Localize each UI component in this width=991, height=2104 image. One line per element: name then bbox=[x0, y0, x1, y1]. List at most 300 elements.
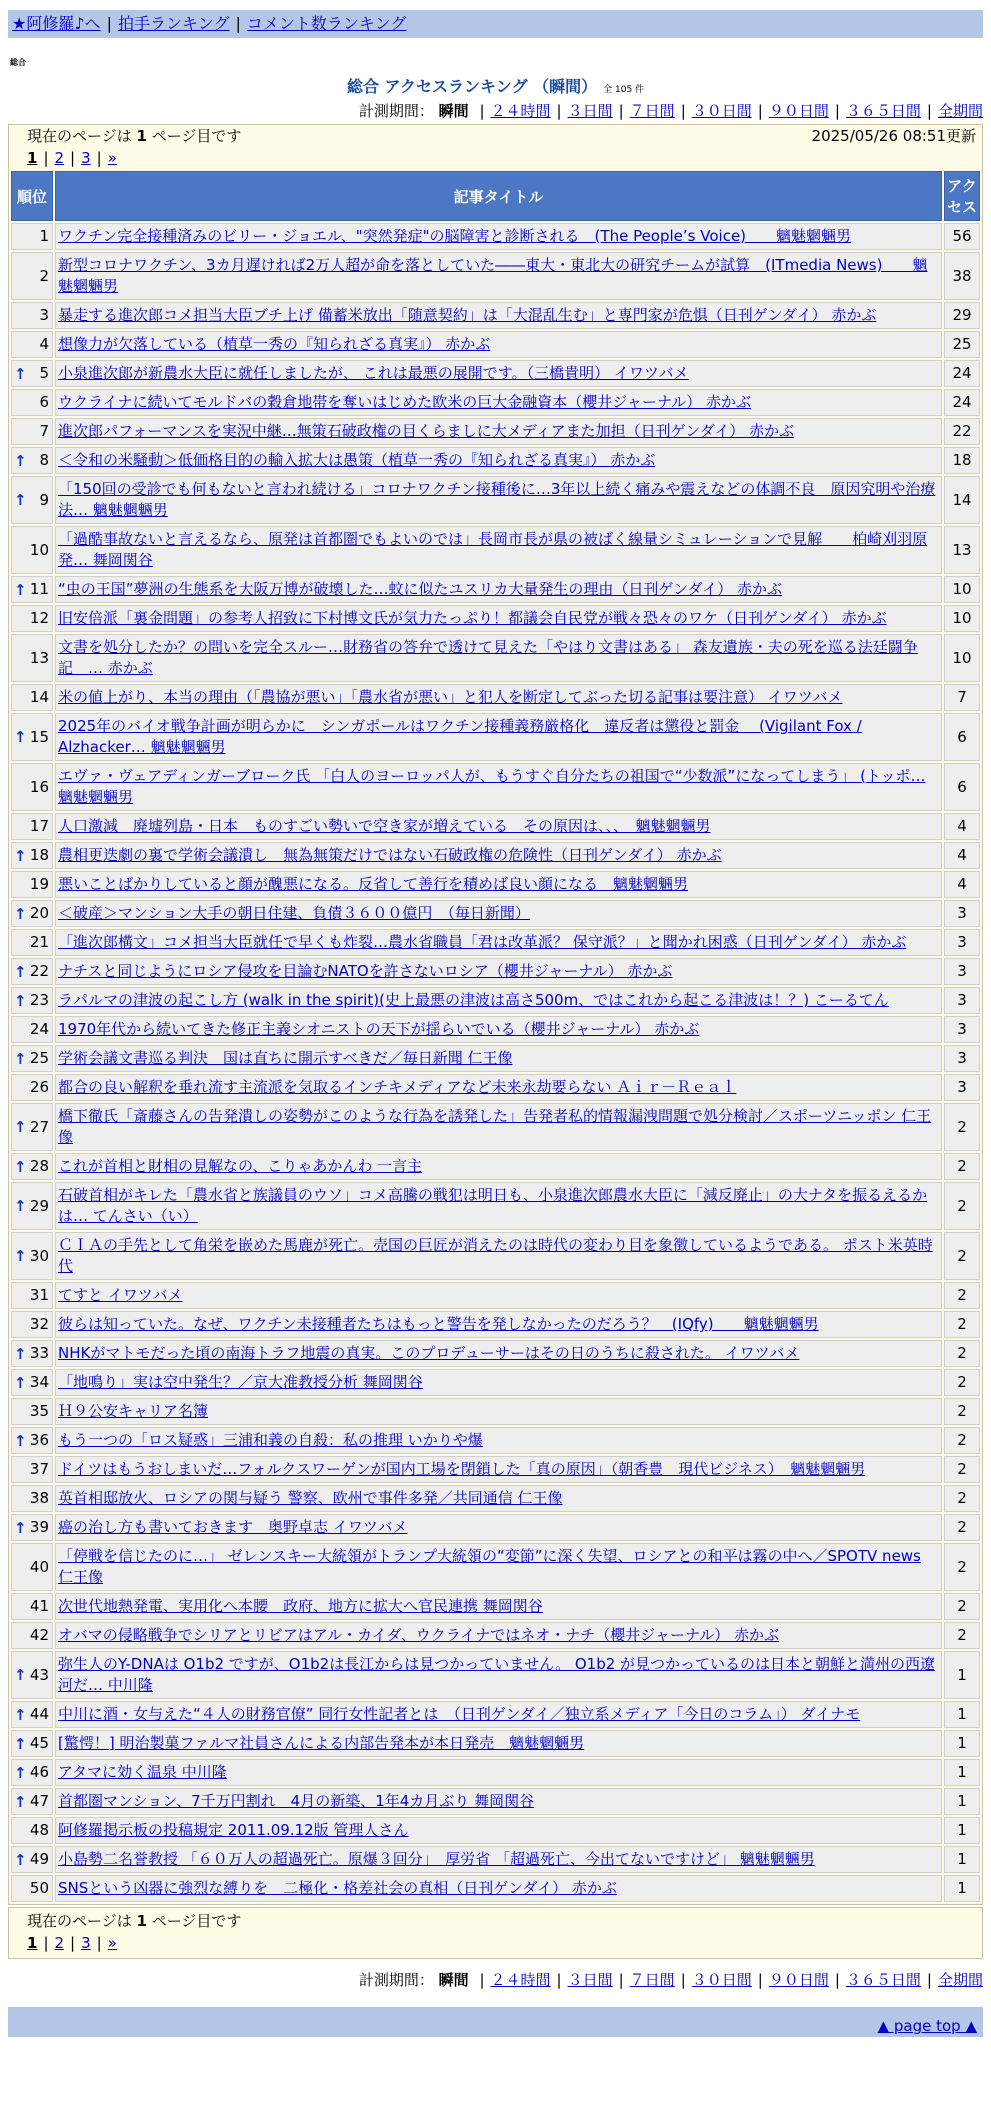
access-count: 4 bbox=[944, 842, 980, 869]
up-arrow-icon: ↑ bbox=[14, 1705, 27, 1724]
article-link[interactable]: ドイツはもうおしまいだ…フォルクスワーゲンが国内工場を閉鎖した「真の原因」（朝香豊 現代ビジネス） 魑魅魍魎男 bbox=[58, 1460, 866, 1478]
title-cell bbox=[55, 763, 942, 811]
title-cell bbox=[55, 447, 942, 474]
period-link[interactable]: ９０日間 bbox=[768, 102, 829, 120]
rank-cell bbox=[11, 1398, 53, 1425]
rank-cell bbox=[11, 331, 53, 358]
title-cell bbox=[55, 813, 942, 840]
article-link[interactable]: ＣＩＡの手先として角栄を嵌めた馬鹿が死亡。売国の巨匠が消えたのは時代の変わり目を象徴しているようである。 ポスト米英時代 bbox=[58, 1236, 933, 1275]
article-link[interactable]: オバマの侵略戦争でシリアとリビアはアル・カイダ、ウクライナではネオ・ナチ（櫻井ジャーナル） 赤かぶ bbox=[58, 1626, 780, 1644]
pager-page-link[interactable]: 3 bbox=[81, 1934, 91, 1952]
up-arrow-icon: ↑ bbox=[14, 451, 27, 470]
access-count: 2 bbox=[944, 1153, 980, 1180]
pager-page-link[interactable]: 2 bbox=[54, 149, 65, 167]
up-arrow-icon: ↑ bbox=[14, 1792, 27, 1811]
table-row bbox=[11, 987, 980, 1014]
rank-cell bbox=[11, 1875, 53, 1902]
up-arrow-icon: ↑ bbox=[14, 1734, 27, 1753]
rank-cell bbox=[11, 1427, 53, 1454]
article-link[interactable]: エヴァ・ヴェアディンガーブローク氏 「白人のヨーロッパ人が、もうすぐ自分たちの祖国で“少数派”になってしまう」 (トッポ… 魑魅魍魎男 bbox=[58, 767, 926, 806]
period-link[interactable]: ３６５日間 bbox=[845, 1971, 921, 1989]
title-cell bbox=[55, 1456, 942, 1483]
title-cell bbox=[55, 1485, 942, 1512]
article-link[interactable]: ＜破産＞マンション大手の朝日住建、負債３６００億円 （毎日新聞） bbox=[58, 904, 530, 922]
rank-cell bbox=[11, 418, 53, 445]
page-info-suffix: ページ目です bbox=[151, 1912, 242, 1930]
up-arrow-icon: ↑ bbox=[14, 1850, 27, 1869]
title-cell bbox=[55, 1398, 942, 1425]
period-separator: | bbox=[834, 1971, 840, 1989]
rank-number: 40 bbox=[29, 1557, 49, 1576]
bottom-page-box bbox=[8, 1907, 983, 1959]
article-link[interactable]: “虫の王国”夢洲の生態系を大阪万博が破壊した…蚊に似たユスリカ大量発生の理由（日刊ゲンダイ） 赤かぶ bbox=[58, 580, 782, 598]
article-link[interactable]: 小島勢二名誉教授 「６０万人の超過死亡。原爆３回分」 厚労省 「超過死亡、今出てないですけど」 魑魅魍魎男 bbox=[58, 1850, 815, 1868]
up-arrow-icon: ↑ bbox=[14, 1373, 27, 1392]
page-info bbox=[9, 125, 982, 147]
rank-cell bbox=[11, 1485, 53, 1512]
pager-page-link[interactable]: 2 bbox=[54, 1934, 65, 1952]
pager-current-page: 1 bbox=[27, 149, 38, 167]
article-link[interactable]: 文書を処分したか？の問いを完全スルー…財務省の答弁で透けて見えた「やはり文書はある」 森友遺族・夫の死を巡る法廷闘争記 … 赤かぶ bbox=[58, 638, 918, 677]
rank-number: 5 bbox=[39, 364, 49, 382]
article-link[interactable]: 「停戦を信じたのに…」 ゼレンスキー大統領がトランプ大統領の“変節”に深く失望、ロシアとの和平は霧の中へ／SPOTV news 仁王像 bbox=[58, 1547, 921, 1586]
title-cell bbox=[55, 1651, 942, 1699]
title-cell bbox=[55, 1103, 942, 1151]
article-link[interactable]: 「過酷事故ないと言えるなら、原発は首都圏でもよいのでは」長岡市長が県の被ばく線量シミュレーションで見解 柏崎刈羽原発… 舞岡関谷 bbox=[58, 530, 928, 569]
access-count: 1 bbox=[944, 1817, 980, 1844]
rank-number: 39 bbox=[29, 1518, 49, 1536]
up-arrow-icon: ↑ bbox=[14, 846, 27, 865]
table-row bbox=[11, 958, 980, 985]
rank-cell bbox=[11, 1016, 53, 1043]
access-count: 3 bbox=[944, 958, 980, 985]
up-arrow-icon: ↑ bbox=[14, 1344, 27, 1363]
title-cell bbox=[55, 900, 942, 927]
rank-cell bbox=[11, 713, 53, 761]
access-count: 1 bbox=[944, 1875, 980, 1902]
access-count: 2 bbox=[944, 1182, 980, 1230]
pager-separator: | bbox=[43, 149, 49, 167]
period-link[interactable]: ３日間 bbox=[567, 1971, 613, 1989]
article-link[interactable]: アタマに効く温泉 中川隆 bbox=[58, 1763, 227, 1781]
rank-cell bbox=[11, 302, 53, 329]
article-link[interactable]: NHKがマトモだった頃の南海トラフ地震の真実。このプロデューサーはその日のうちに殺された。 イワツバメ bbox=[58, 1344, 800, 1362]
rank-number: 18 bbox=[29, 846, 49, 864]
pager-next-link[interactable]: » bbox=[107, 1934, 117, 1952]
rank-cell bbox=[11, 1622, 53, 1649]
rank-cell bbox=[11, 1730, 53, 1757]
title-cell bbox=[55, 1622, 942, 1649]
pager-separator: | bbox=[70, 149, 76, 167]
rank-cell bbox=[11, 576, 53, 603]
rank-number: 36 bbox=[29, 1431, 49, 1449]
article-link[interactable]: Ｈ９公安キャリア名簿 bbox=[58, 1402, 209, 1420]
table-row bbox=[11, 1651, 980, 1699]
table-row bbox=[11, 1593, 980, 1620]
up-arrow-icon: ↑ bbox=[14, 991, 27, 1010]
period-link[interactable]: ３日間 bbox=[567, 102, 613, 120]
table-row bbox=[11, 1622, 980, 1649]
title-cell bbox=[55, 842, 942, 869]
rank-number: 31 bbox=[29, 1286, 49, 1304]
title-cell bbox=[55, 1282, 942, 1309]
table-row bbox=[11, 1232, 980, 1280]
period-separator: | bbox=[479, 102, 485, 120]
rank-number: 45 bbox=[29, 1734, 49, 1752]
period-selector-bottom bbox=[0, 1969, 983, 1991]
table-row bbox=[11, 1846, 980, 1873]
table-row bbox=[11, 813, 980, 840]
access-count: 3 bbox=[944, 1074, 980, 1101]
title-cell bbox=[55, 302, 942, 329]
title-cell bbox=[55, 958, 942, 985]
access-count: 22 bbox=[944, 418, 980, 445]
article-link[interactable]: ナチスと同じようにロシア侵攻を目論むNATOを許さないロシア（櫻井ジャーナル） 赤かぶ bbox=[58, 962, 673, 980]
table-row bbox=[11, 1759, 980, 1786]
access-count: 2 bbox=[944, 1103, 980, 1151]
up-arrow-icon: ↑ bbox=[14, 1247, 27, 1265]
access-count: 3 bbox=[944, 1045, 980, 1072]
title-cell bbox=[55, 1846, 942, 1873]
table-row bbox=[11, 1514, 980, 1541]
rank-number: 48 bbox=[29, 1821, 49, 1839]
period-link[interactable]: 全期間 bbox=[937, 1971, 983, 1989]
access-count: 2 bbox=[944, 1622, 980, 1649]
period-separator: | bbox=[556, 102, 562, 120]
access-count: 56 bbox=[944, 223, 980, 250]
access-count: 1 bbox=[944, 1759, 980, 1786]
table-row bbox=[11, 1456, 980, 1483]
page-top-link[interactable]: ▲ page top ▲ bbox=[877, 2017, 977, 2035]
table-row bbox=[11, 389, 980, 416]
rank-cell bbox=[11, 1651, 53, 1699]
article-link[interactable]: 彼らは知っていた。なぜ、ワクチン未接種者たちはもっと警告を発しなかったのだろう？ (IQfy) 魑魅魍魎男 bbox=[58, 1315, 819, 1333]
period-link[interactable]: ２４時間 bbox=[490, 1971, 551, 1989]
rank-cell bbox=[11, 842, 53, 869]
access-count: 14 bbox=[944, 476, 980, 524]
article-link[interactable]: ウクライナに続いてモルドバの穀倉地帯を奪いはじめた欧米の巨大金融資本（櫻井ジャーナル） 赤かぶ bbox=[58, 393, 751, 411]
comment-ranking-link[interactable]: コメント数ランキング bbox=[246, 14, 407, 33]
title-cell bbox=[55, 684, 942, 711]
rank-cell bbox=[11, 1846, 53, 1873]
period-separator: | bbox=[680, 102, 686, 120]
title-cell bbox=[55, 605, 942, 632]
rank-cell bbox=[11, 1456, 53, 1483]
article-link[interactable]: 阿修羅掲示板の投稿規定 2011.09.12版 管理人さん bbox=[58, 1821, 409, 1839]
article-link[interactable]: 農相更迭劇の裏で学術会議潰し 無為無策だけではない石破政権の危険性（日刊ゲンダイ） 赤かぶ bbox=[58, 846, 722, 864]
title-cell bbox=[55, 871, 942, 898]
access-count: 3 bbox=[944, 929, 980, 956]
article-link[interactable]: 弥生人のY-DNAは O1b2 ですが、O1b2は長江からは見つかっていません。 O1b2 が見つかっているのは日本と朝鮮と満州の西遼河だ… 中川隆 bbox=[58, 1655, 936, 1694]
rank-cell bbox=[11, 223, 53, 250]
access-count: 2 bbox=[944, 1593, 980, 1620]
rank-number: 9 bbox=[39, 490, 49, 509]
rank-number: 41 bbox=[29, 1597, 49, 1615]
title-cell bbox=[55, 1514, 942, 1541]
period-link[interactable]: ７日間 bbox=[629, 102, 675, 120]
period-separator: | bbox=[834, 102, 840, 120]
rank-number: 12 bbox=[29, 609, 49, 627]
access-count: 2 bbox=[944, 1311, 980, 1338]
up-arrow-icon: ↑ bbox=[14, 904, 27, 923]
period-link[interactable]: ７日間 bbox=[629, 1971, 675, 1989]
rank-cell bbox=[11, 1593, 53, 1620]
rank-cell bbox=[11, 605, 53, 632]
table-row bbox=[11, 1398, 980, 1425]
article-link[interactable]: 「地鳴り」実は空中発生？／京大准教授分析 舞岡関谷 bbox=[58, 1373, 423, 1391]
rank-number: 23 bbox=[29, 991, 49, 1009]
title-cell bbox=[55, 1182, 942, 1230]
access-count: 1 bbox=[944, 1846, 980, 1873]
table-row bbox=[11, 900, 980, 927]
page-title: 総合 アクセスランキング （瞬間） bbox=[346, 77, 598, 96]
article-link[interactable]: 学術会議文書巡る判決 国は直ちに開示すべきだ／毎日新聞 仁王像 bbox=[58, 1049, 513, 1067]
title-cell bbox=[55, 360, 942, 387]
title-cell bbox=[55, 418, 942, 445]
table-row bbox=[11, 684, 980, 711]
table-row bbox=[11, 223, 980, 250]
table-row bbox=[11, 605, 980, 632]
access-count: 2 bbox=[944, 1427, 980, 1454]
rank-cell bbox=[11, 1788, 53, 1815]
article-link[interactable]: 進次郎パフォーマンスを実況中継…無策石破政権の目くらましに大メディアまた加担（日刊ゲンダイ） 赤かぶ bbox=[58, 422, 795, 440]
article-link[interactable]: 2025年のバイオ戦争計画が明らかに シンガポールはワクチン接種義務厳格化 違反者は懲役と罰金 (Vigilant Fox / Alzhacker… 魑魅魍魎男 bbox=[58, 717, 862, 756]
table-row bbox=[11, 1730, 980, 1757]
table-row bbox=[11, 1875, 980, 1902]
access-count: 2 bbox=[944, 1340, 980, 1367]
access-count: 2 bbox=[944, 1456, 980, 1483]
period-separator: | bbox=[926, 1971, 932, 1989]
title-cell bbox=[55, 1153, 942, 1180]
rank-cell bbox=[11, 1182, 53, 1230]
period-separator: | bbox=[618, 102, 624, 120]
table-row bbox=[11, 929, 980, 956]
title-cell bbox=[55, 1788, 942, 1815]
pager-separator: | bbox=[96, 149, 102, 167]
table-row bbox=[11, 1485, 980, 1512]
rank-number: 28 bbox=[29, 1157, 49, 1175]
table-row bbox=[11, 1182, 980, 1230]
pager-separator: | bbox=[43, 1934, 49, 1952]
up-arrow-icon: ↑ bbox=[14, 1666, 27, 1684]
article-link[interactable]: 英首相邸放火、ロシアの関与疑う 警察、欧州で事件多発／共同通信 仁王像 bbox=[58, 1489, 563, 1507]
pager-next-link[interactable]: » bbox=[107, 149, 117, 167]
access-count: 2 bbox=[944, 1485, 980, 1512]
article-link[interactable]: 1970年代から続いてきた修正主義シオニストの天下が揺らいでいる（櫻井ジャーナル） 赤かぶ bbox=[58, 1020, 700, 1038]
access-count: 13 bbox=[944, 526, 980, 574]
up-arrow-icon: ↑ bbox=[14, 364, 27, 383]
access-count: 2 bbox=[944, 1369, 980, 1396]
rank-cell bbox=[11, 763, 53, 811]
period-link[interactable]: ３０日間 bbox=[691, 102, 752, 120]
title-cell bbox=[55, 1875, 942, 1902]
table-row bbox=[11, 1311, 980, 1338]
article-link[interactable]: てすと イワツバメ bbox=[58, 1286, 183, 1304]
article-link[interactable]: ラパルマの津波の起こし方 (walk in the spirit)(史上最悪の津波は高さ500m、ではこれから起こる津波は！？) こーるてん bbox=[58, 991, 889, 1009]
rank-number: 19 bbox=[29, 875, 49, 893]
rank-number: 4 bbox=[39, 335, 49, 353]
page-title-row bbox=[0, 76, 991, 98]
period-separator: | bbox=[926, 102, 932, 120]
period-link[interactable]: ９０日間 bbox=[768, 1971, 829, 1989]
rank-number: 3 bbox=[39, 306, 49, 324]
article-link[interactable]: 癌の治し方も書いておきます 奥野卓志 イワツバメ bbox=[58, 1518, 408, 1536]
title-cell bbox=[55, 389, 942, 416]
rank-cell bbox=[11, 1103, 53, 1151]
up-arrow-icon: ↑ bbox=[14, 1431, 27, 1450]
access-count: 7 bbox=[944, 684, 980, 711]
article-link[interactable]: 新型コロナワクチン、3カ月遅ければ2万人超が命を落としていた――東大・東北大の研究チームが試算 (ITmedia News) 魑魅魍魎男 bbox=[58, 256, 928, 295]
title-cell bbox=[55, 634, 942, 682]
period-link[interactable]: ３０日間 bbox=[691, 1971, 752, 1989]
access-count: 2 bbox=[944, 1282, 980, 1309]
title-cell bbox=[55, 223, 942, 250]
title-cell bbox=[55, 987, 942, 1014]
title-cell bbox=[55, 1427, 942, 1454]
rank-number: 15 bbox=[29, 727, 49, 746]
article-link[interactable]: 次世代地熱発電、実用化へ本腰 政府、地方に拡大へ官民連携 舞岡関谷 bbox=[58, 1597, 543, 1615]
title-cell bbox=[55, 713, 942, 761]
access-count: 3 bbox=[944, 987, 980, 1014]
table-row bbox=[11, 1340, 980, 1367]
table-row bbox=[11, 1427, 980, 1454]
title-cell bbox=[55, 331, 942, 358]
access-count: 1 bbox=[944, 1788, 980, 1815]
rank-cell bbox=[11, 526, 53, 574]
access-count: 25 bbox=[944, 331, 980, 358]
rank-cell bbox=[11, 1340, 53, 1367]
access-count: 10 bbox=[944, 605, 980, 632]
table-row bbox=[11, 526, 980, 574]
period-link[interactable]: ３６５日間 bbox=[845, 102, 921, 120]
rank-number: 49 bbox=[29, 1850, 49, 1868]
title-cell bbox=[55, 1543, 942, 1591]
title-cell bbox=[55, 476, 942, 524]
table-row bbox=[11, 1153, 980, 1180]
table-row bbox=[11, 763, 980, 811]
article-link[interactable]: 悪いことばかりしていると顔が醜悪になる。反省して善行を積めば良い顔になる 魑魅魍魎男 bbox=[58, 875, 689, 893]
table-header-row bbox=[11, 171, 980, 221]
title-cell bbox=[55, 576, 942, 603]
title-cell bbox=[55, 1701, 942, 1728]
article-link[interactable]: 橋下徹氏「斎藤さんの告発潰しの姿勢がこのような行為を誘発した」告発者私的情報漏洩問題で処分検討／スポーツニッポン 仁王像 bbox=[58, 1107, 932, 1146]
rank-cell bbox=[11, 1311, 53, 1338]
article-link[interactable]: SNSという凶器に強烈な縛りを 二極化・格差社会の真相（日刊ゲンダイ） 赤かぶ bbox=[58, 1879, 617, 1897]
rank-number: 24 bbox=[29, 1020, 49, 1038]
title-cell bbox=[55, 1369, 942, 1396]
up-arrow-icon: ↑ bbox=[14, 491, 27, 509]
updated-timestamp: 2025/05/26 08:51更新 bbox=[811, 127, 976, 145]
article-link[interactable]: ワクチン完全接種済みのビリー・ジョエル、"突然発症"の脳障害と診断される (The People’s Voice) 魑魅魍魎男 bbox=[58, 227, 852, 245]
article-link[interactable]: 人口激減 廃墟列島・日本 ものすごい勢いで空き家が増えている その原因は、、、 魑魅魍魎男 bbox=[58, 817, 711, 835]
rank-number: 16 bbox=[29, 777, 49, 796]
rank-number: 14 bbox=[29, 688, 49, 706]
article-link[interactable]: 小泉進次郎が新農水大臣に就任しましたが、 これは最悪の展開です。（三橋貴明） イワツバメ bbox=[58, 364, 689, 382]
article-link[interactable]: 暴走する進次郎コメ担当大臣ブチ上げ 備蓄米放出「随意契約」は「大混乱生む」と専門家が危惧（日刊ゲンダイ） 赤かぶ bbox=[58, 306, 877, 324]
title-cell bbox=[55, 1817, 942, 1844]
up-arrow-icon: ↑ bbox=[14, 1518, 27, 1537]
rank-number: 42 bbox=[29, 1626, 49, 1644]
access-count: 3 bbox=[944, 1016, 980, 1043]
table-row bbox=[11, 871, 980, 898]
pager-page-link[interactable]: 3 bbox=[81, 149, 91, 167]
table-row bbox=[11, 1045, 980, 1072]
article-link[interactable]: 米の値上がり、本当の理由（「農協が悪い」「農水省が悪い」と犯人を断定してぶった切る記事は要注意） イワツバメ bbox=[58, 688, 843, 706]
article-link[interactable]: これが首相と財相の見解なの、こりゃあかんわ 一言主 bbox=[58, 1157, 423, 1175]
article-link[interactable]: 都合の良い解釈を垂れ流す主流派を気取るインチキメディアなど未来永劫要らない Ａｉｒ－Ｒｅａｌ bbox=[58, 1078, 737, 1096]
rank-number: 46 bbox=[29, 1763, 49, 1781]
title-cell bbox=[55, 1045, 942, 1072]
rank-cell bbox=[11, 1045, 53, 1072]
title-cell bbox=[55, 929, 942, 956]
access-count: 4 bbox=[944, 871, 980, 898]
rank-number: 27 bbox=[29, 1117, 49, 1136]
period-current: 瞬間 bbox=[438, 102, 469, 120]
home-link[interactable]: ★阿修羅♪へ bbox=[12, 14, 101, 33]
article-link[interactable]: [驚愕！] 明治製菓ファルマ社員さんによる内部告発本が本日発売 魑魅魍魎男 bbox=[58, 1734, 585, 1752]
access-count: 29 bbox=[944, 302, 980, 329]
title-cell bbox=[55, 1311, 942, 1338]
article-link[interactable]: ＜令和の米騒動＞低価格目的の輸入拡大は愚策（植草一秀の『知られざる真実』） 赤かぶ bbox=[58, 451, 656, 469]
rank-cell bbox=[11, 813, 53, 840]
period-link[interactable]: 全期間 bbox=[937, 102, 983, 120]
rank-cell bbox=[11, 1759, 53, 1786]
table-row bbox=[11, 713, 980, 761]
period-separator: | bbox=[618, 1971, 624, 1989]
applause-ranking-link[interactable]: 拍手ランキング bbox=[117, 14, 230, 33]
article-link[interactable]: 「150回の受診でも何もないと言われ続ける」コロナワクチン接種後に…3年以上続く痛みや震えなどの体調不良 原因究明や治療法… 魑魅魍魎男 bbox=[58, 480, 936, 519]
rank-number: 7 bbox=[39, 422, 49, 440]
table-row bbox=[11, 1074, 980, 1101]
period-separator: | bbox=[757, 1971, 763, 1989]
table-row bbox=[11, 331, 980, 358]
rank-cell bbox=[11, 929, 53, 956]
rank-cell bbox=[11, 1074, 53, 1101]
table-row bbox=[11, 476, 980, 524]
section-label: 総合 bbox=[10, 58, 26, 67]
article-link[interactable]: もう一つの「ロス疑惑」三浦和義の自殺：私の推理 いかりや爆 bbox=[58, 1431, 483, 1449]
rank-number: 43 bbox=[29, 1665, 49, 1684]
nav-separator: | bbox=[106, 14, 112, 33]
total-count: 全 105 件 bbox=[603, 85, 645, 95]
access-count: 38 bbox=[944, 252, 980, 300]
title-cell bbox=[55, 526, 942, 574]
rank-cell bbox=[11, 389, 53, 416]
page-info-bottom bbox=[9, 1910, 982, 1932]
rank-number: 13 bbox=[29, 648, 49, 667]
period-link[interactable]: ２４時間 bbox=[490, 102, 551, 120]
article-link[interactable]: 旧安倍派「裏金問題」の参考人招致に下村博文氏が気力たっぷり！都議会自民党が戦々恐々のワケ（日刊ゲンダイ） 赤かぶ bbox=[58, 609, 887, 627]
rank-cell bbox=[11, 684, 53, 711]
table-row bbox=[11, 360, 980, 387]
up-arrow-icon: ↑ bbox=[14, 580, 27, 599]
rank-number: 17 bbox=[29, 817, 49, 835]
table-row bbox=[11, 302, 980, 329]
article-link[interactable]: 中川に酒・女与えた“４人の財務官僚” 同行女性記者とは （日刊ゲンダイ／独立系メディア「今日のコラム」） ダイナモ bbox=[58, 1705, 861, 1723]
rank-number: 44 bbox=[29, 1705, 49, 1723]
title-cell bbox=[55, 1759, 942, 1786]
rank-cell bbox=[11, 1232, 53, 1280]
article-link[interactable]: 首都圏マンション、7千万円割れ 4月の新築、1年4カ月ぶり 舞岡関谷 bbox=[58, 1792, 535, 1810]
table-row bbox=[11, 576, 980, 603]
rank-number: 11 bbox=[29, 580, 49, 598]
rank-number: 35 bbox=[29, 1402, 49, 1420]
access-header: アクセス bbox=[944, 171, 980, 221]
page-info-num: 1 bbox=[136, 1912, 147, 1930]
article-link[interactable]: 石破首相がキレた「農水省と族議員のウソ」コメ高騰の戦犯は明日も、小泉進次郎農水大臣に「減反廃止」の大ナタを振るえるかは… てんさい（い） bbox=[58, 1186, 928, 1225]
article-link[interactable]: 想像力が欠落している（植草一秀の『知られざる真実』） 赤かぶ bbox=[58, 335, 491, 353]
article-link[interactable]: 「進次郎構文」コメ担当大臣就任で早くも炸裂…農水省職員「君は改革派？ 保守派？」と聞かれ困惑（日刊ゲンダイ） 赤かぶ bbox=[58, 933, 907, 951]
